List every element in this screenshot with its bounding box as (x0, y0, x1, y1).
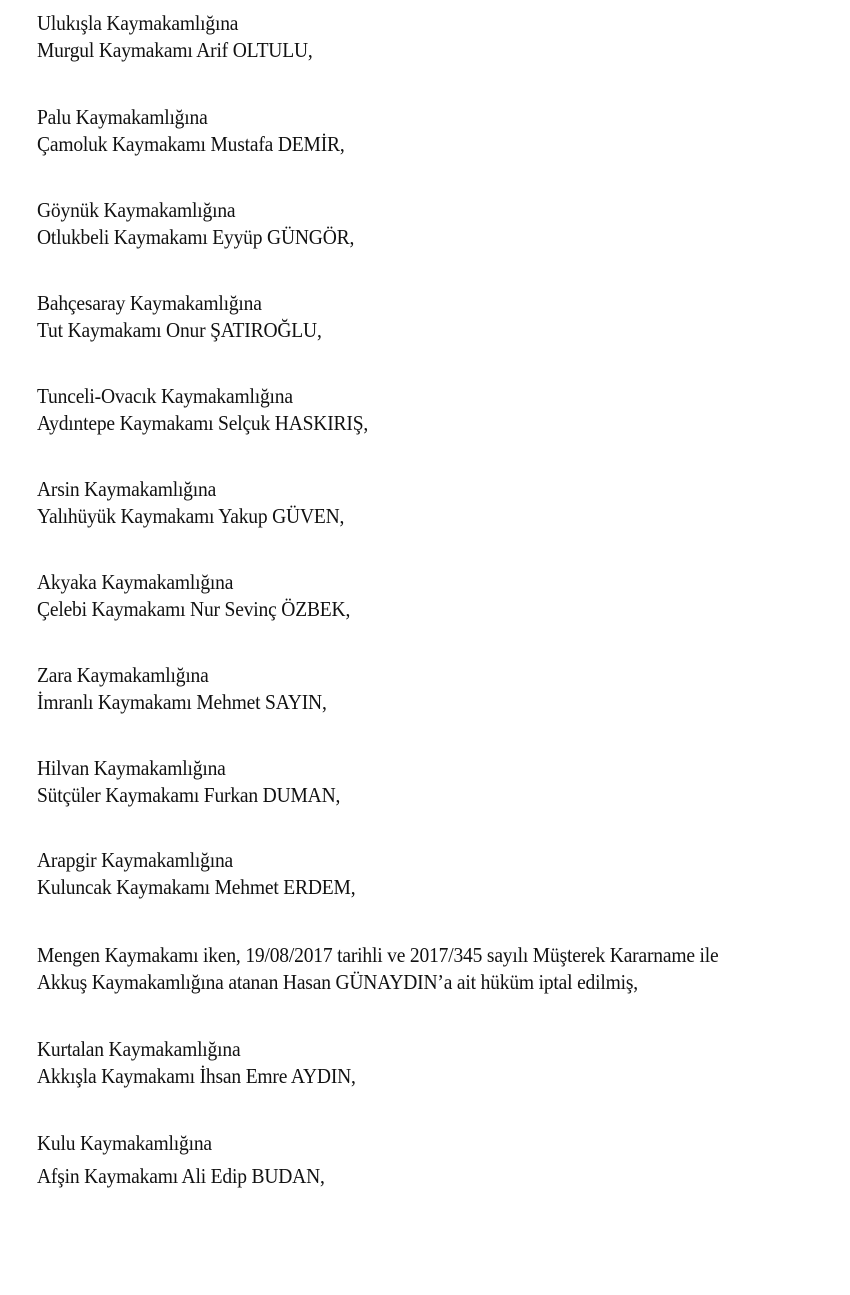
appointee-line: İmranlı Kaymakamı Mehmet SAYIN, (37, 690, 327, 714)
appointment-entry (37, 755, 762, 809)
appointment-entry (37, 10, 762, 64)
post-line: Göynük Kaymakamlığına (37, 198, 236, 222)
appointment-entry (37, 1036, 762, 1090)
appointment-entry (37, 104, 762, 158)
appointee-line: Çelebi Kaymakamı Nur Sevinç ÖZBEK, (37, 597, 351, 621)
appointee-line: Tut Kaymakamı Onur ŞATIROĞLU, (37, 318, 322, 342)
appointment-entry (37, 290, 762, 344)
appointee-line: Aydıntepe Kaymakamı Selçuk HASKIRIŞ, (37, 411, 369, 435)
cancellation-line-2: Akkuş Kaymakamlığına atanan Hasan GÜNAYDIN’a ait hüküm iptal edilmiş, (37, 970, 638, 994)
appointment-entry (37, 569, 762, 623)
appointee-line: Afşin Kaymakamı Ali Edip BUDAN, (37, 1164, 325, 1188)
post-line: Arapgir Kaymakamlığına (37, 848, 234, 872)
appointment-entry (37, 662, 762, 716)
appointment-entry (37, 383, 762, 437)
post-line: Hilvan Kaymakamlığına (37, 756, 226, 780)
appointee-line: Kuluncak Kaymakamı Mehmet ERDEM, (37, 875, 356, 899)
appointee-line: Murgul Kaymakamı Arif OLTULU, (37, 38, 313, 62)
appointment-entry (37, 1130, 762, 1190)
post-line: Bahçesaray Kaymakamlığına (37, 291, 262, 315)
post-line: Tunceli-Ovacık Kaymakamlığına (37, 384, 293, 408)
cancellation-line-1: Mengen Kaymakamı iken, 19/08/2017 tarihli ve 2017/345 sayılı Müşterek Kararname ile (37, 943, 719, 967)
appointment-entry (37, 847, 762, 901)
post-line: Zara Kaymakamlığına (37, 663, 209, 687)
appointment-entry (37, 197, 762, 251)
post-line: Arsin Kaymakamlığına (37, 477, 217, 501)
post-line: Palu Kaymakamlığına (37, 105, 208, 129)
cancellation-paragraph (37, 942, 800, 996)
post-line: Kurtalan Kaymakamlığına (37, 1037, 241, 1061)
appointee-line: Sütçüler Kaymakamı Furkan DUMAN, (37, 783, 341, 807)
appointment-entry (37, 476, 762, 530)
appointee-line: Akkışla Kaymakamı İhsan Emre AYDIN, (37, 1064, 356, 1088)
appointee-line: Çamoluk Kaymakamı Mustafa DEMİR, (37, 132, 345, 156)
post-line: Ulukışla Kaymakamlığına (37, 11, 239, 35)
appointee-line: Otlukbeli Kaymakamı Eyyüp GÜNGÖR, (37, 225, 355, 249)
appointee-line: Yalıhüyük Kaymakamı Yakup GÜVEN, (37, 504, 345, 528)
post-line: Kulu Kaymakamlığına (37, 1131, 212, 1155)
post-line: Akyaka Kaymakamlığına (37, 570, 234, 594)
